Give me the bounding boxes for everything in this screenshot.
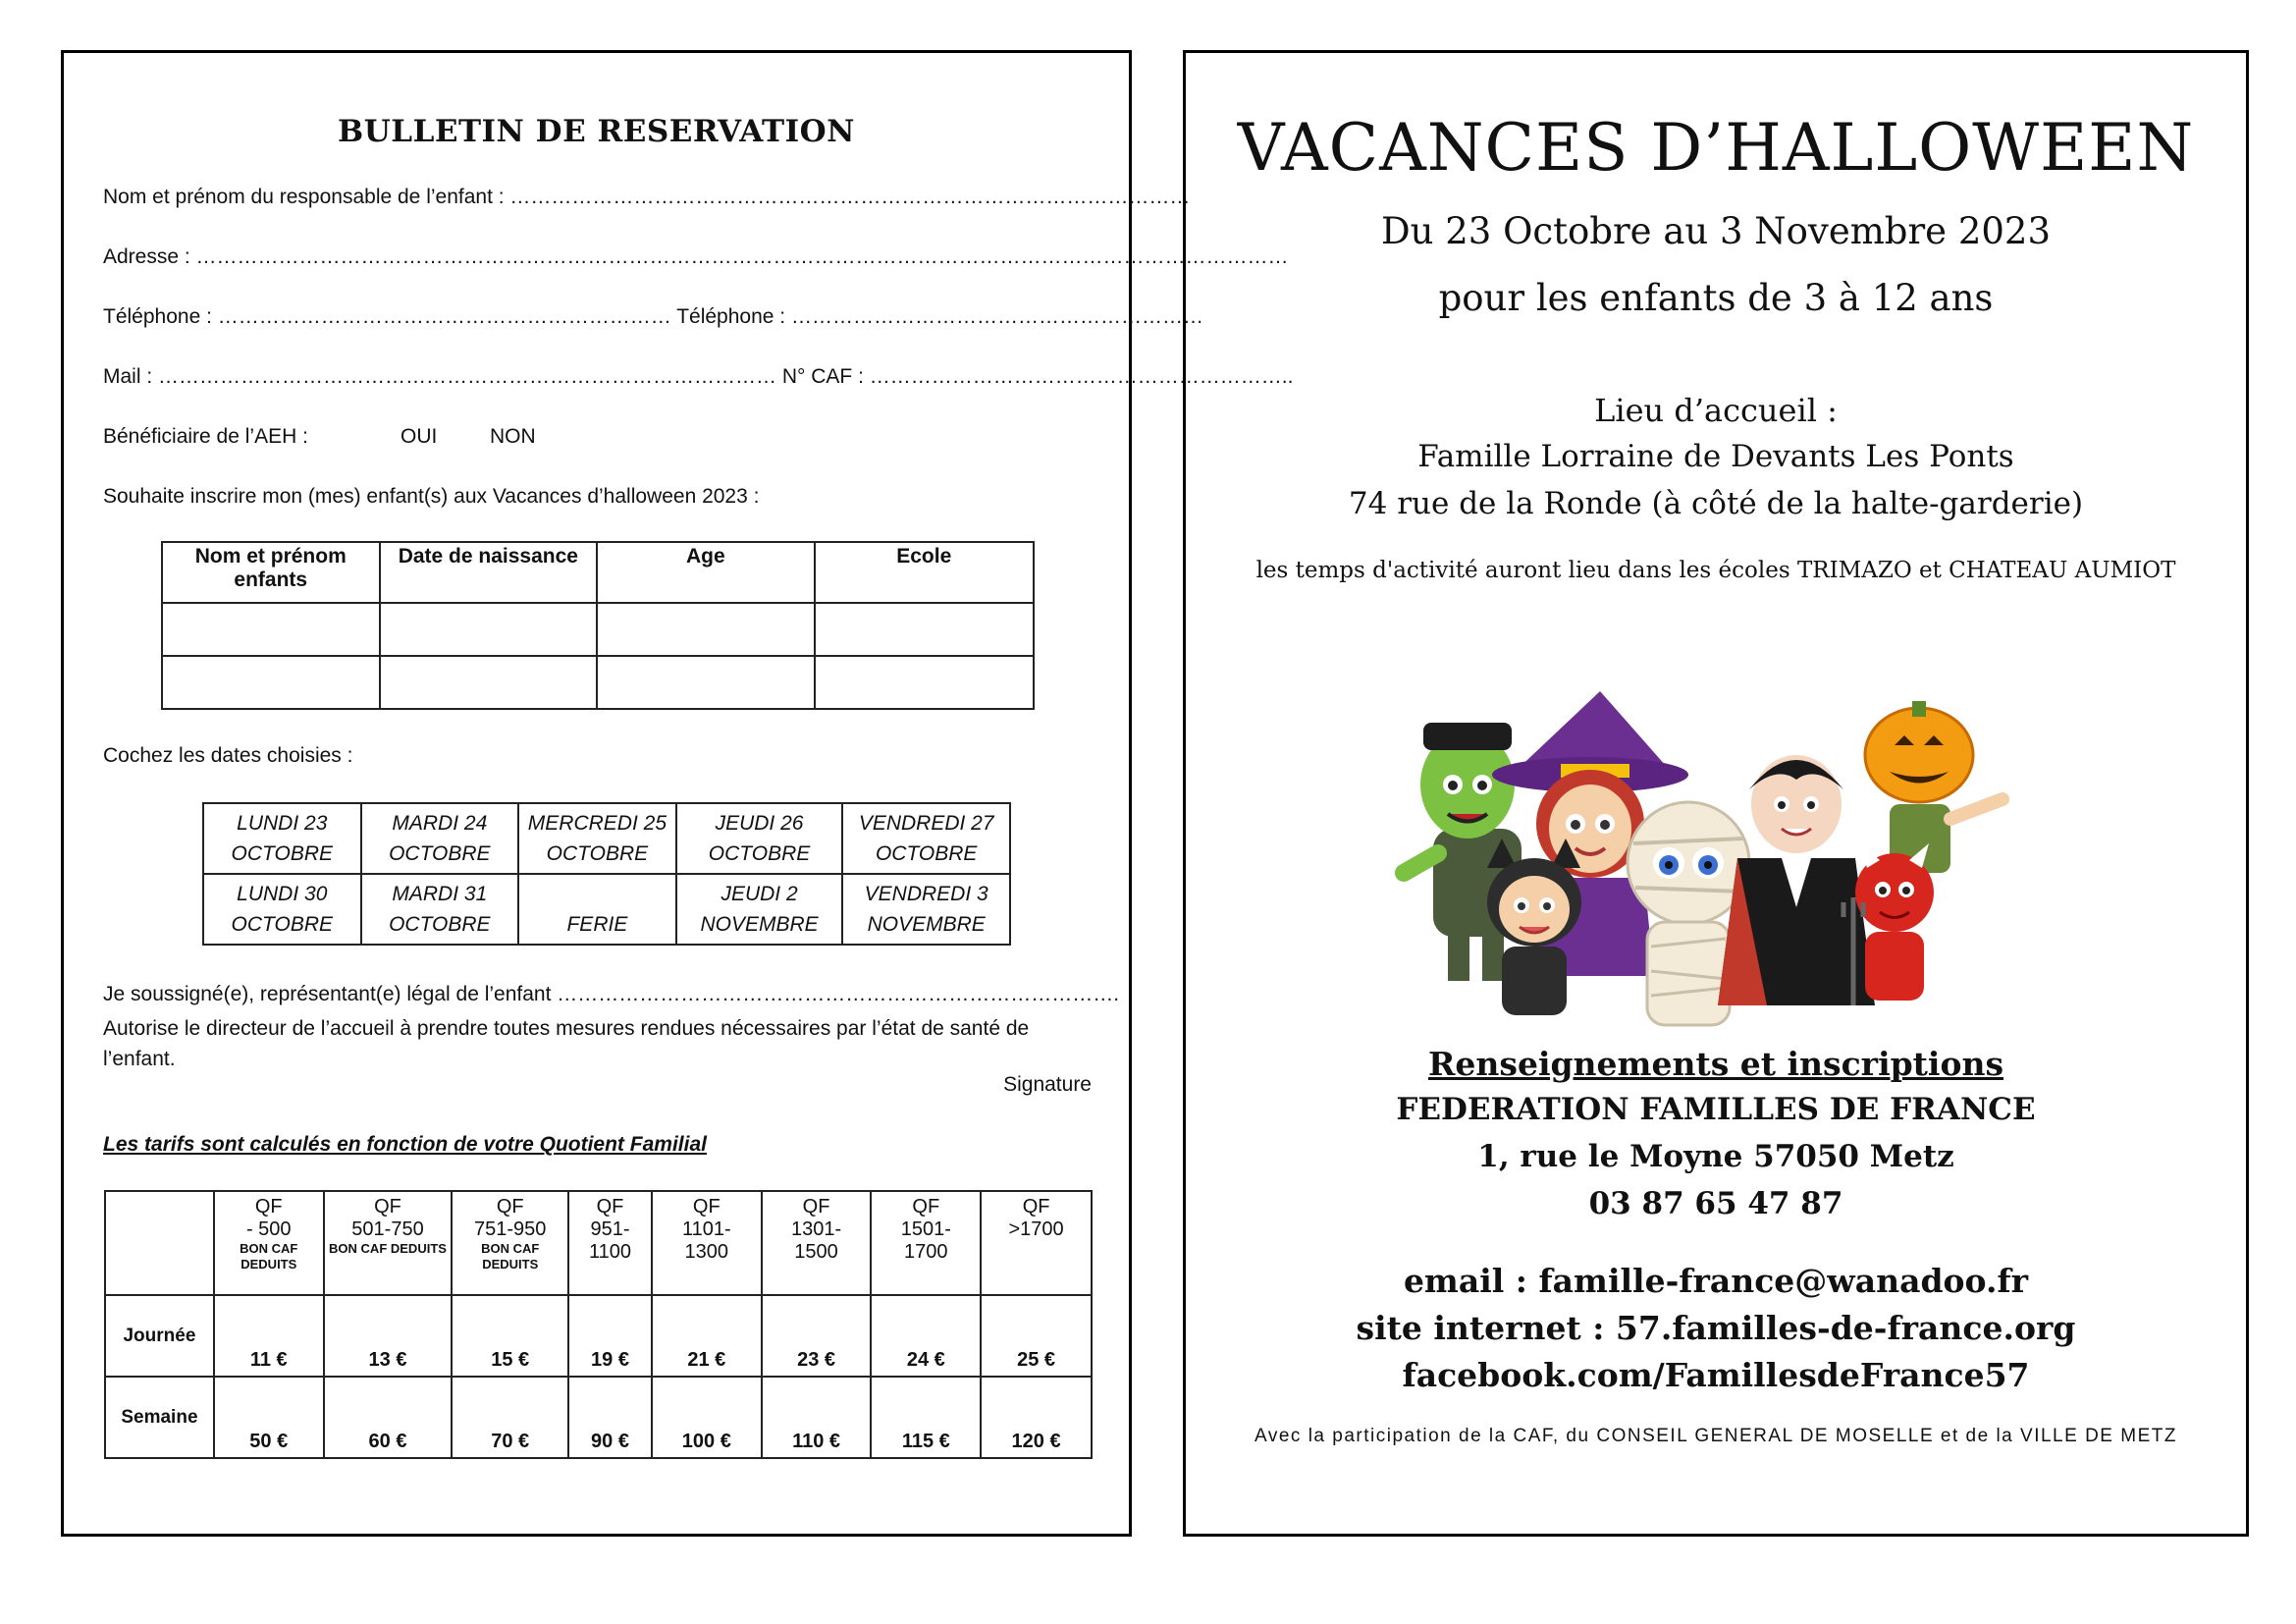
cell-input[interactable] xyxy=(162,656,380,709)
renseignements-heading: Renseignements et inscriptions xyxy=(1427,1045,2004,1083)
mail-field[interactable]: Mail : ……………………………………………………………………………… N° CAF : …………………………………………………….. xyxy=(103,365,1294,388)
price-cell: 110 € xyxy=(762,1377,872,1458)
souhaite-text: Souhaite inscrire mon (mes) enfant(s) aux Vacances d’halloween 2023 : xyxy=(103,485,760,508)
cochez-text: Cochez les dates choisies : xyxy=(103,744,353,767)
date-cell[interactable]: VENDREDI 27 OCTOBRE xyxy=(842,803,1010,874)
flyer-dates: Du 23 Octobre au 3 Novembre 2023 xyxy=(1380,210,2051,252)
empty-header-cell xyxy=(105,1191,214,1295)
qf-header: QF 1501- 1700 xyxy=(871,1191,981,1295)
price-cell: 24 € xyxy=(871,1295,981,1377)
cell-input[interactable] xyxy=(815,603,1034,656)
price-cell: 50 € xyxy=(214,1377,324,1458)
cell-input[interactable] xyxy=(380,603,598,656)
halloween-kids-illustration xyxy=(1394,681,2042,1045)
qf-header: QF 951- 1100 xyxy=(568,1191,652,1295)
email-link[interactable]: email : famille-france@wanadoo.fr xyxy=(1403,1262,2029,1300)
flyer-panel xyxy=(1183,50,2249,1537)
cell-input[interactable] xyxy=(597,603,814,656)
aeh-non-option[interactable]: NON xyxy=(490,425,536,448)
federation-name: FEDERATION FAMILLES DE FRANCE xyxy=(1396,1092,2036,1127)
price-cell: 13 € xyxy=(324,1295,453,1377)
adresse-field[interactable]: Adresse : …………………………………………………………………………………………………………………………………………… xyxy=(103,245,1289,268)
lieu-address: 74 rue de la Ronde (à côté de la halte-garderie) xyxy=(1348,486,2084,521)
telephone-field[interactable]: Téléphone : ………………………………………………………… Téléphone : …………………………………………………… xyxy=(103,305,1203,328)
semaine-label: Semaine xyxy=(105,1377,214,1458)
date-cell[interactable]: MERCREDI 25 OCTOBRE xyxy=(518,803,676,874)
flyer-title: VACANCES D’HALLOWEEN xyxy=(1237,110,2195,186)
facebook-link[interactable]: facebook.com/FamillesdeFrance57 xyxy=(1402,1356,2030,1394)
table-row xyxy=(105,1377,1092,1458)
table-row xyxy=(162,603,1034,656)
children-table xyxy=(161,541,1035,710)
soussigne-field[interactable]: Je soussigné(e), représentant(e) légal de l’enfant ………………………………………………………………………. xyxy=(103,983,1120,1005)
price-cell: 115 € xyxy=(871,1377,981,1458)
col-ecole: Ecole xyxy=(815,542,1034,603)
form-title: BULLETIN DE RESERVATION xyxy=(338,114,855,149)
price-cell: 120 € xyxy=(981,1377,1092,1458)
date-cell-ferie: FERIE xyxy=(518,874,676,945)
tarifs-note: Les tarifs sont calculés en fonction de votre Quotient Familial xyxy=(103,1133,707,1156)
lieu-label: Lieu d’accueil : xyxy=(1594,392,1838,429)
qf-header: QF 751-950 BON CAF DEDUITS xyxy=(452,1191,568,1295)
date-cell[interactable]: JEUDI 26 OCTOBRE xyxy=(676,803,843,874)
table-row xyxy=(203,874,1010,945)
col-date-naissance: Date de naissance xyxy=(380,542,598,603)
table-row xyxy=(105,1295,1092,1377)
autorise-text: Autorise le directeur de l’accueil à prendre toutes mesures rendues nécessaires par l’état de santé de l’enfant. xyxy=(103,1017,1030,1070)
price-cell: 70 € xyxy=(452,1377,568,1458)
table-row xyxy=(105,1191,1092,1295)
col-age: Age xyxy=(597,542,814,603)
price-cell: 25 € xyxy=(981,1295,1092,1377)
qf-header: QF - 500 BON CAF DEDUITS xyxy=(214,1191,324,1295)
journee-label: Journée xyxy=(105,1295,214,1377)
prices-table xyxy=(104,1190,1093,1459)
cell-input[interactable] xyxy=(597,656,814,709)
price-cell: 90 € xyxy=(568,1377,652,1458)
price-cell: 11 € xyxy=(214,1295,324,1377)
date-cell[interactable]: LUNDI 23 OCTOBRE xyxy=(203,803,361,874)
date-cell[interactable]: LUNDI 30 OCTOBRE xyxy=(203,874,361,945)
cell-input[interactable] xyxy=(162,603,380,656)
flyer-ages: pour les enfants de 3 à 12 ans xyxy=(1438,277,1994,319)
table-row xyxy=(162,656,1034,709)
price-cell: 23 € xyxy=(762,1295,872,1377)
qf-header: QF 1301- 1500 xyxy=(762,1191,872,1295)
aeh-label: Bénéficiaire de l’AEH : xyxy=(103,425,308,448)
price-cell: 100 € xyxy=(652,1377,762,1458)
date-cell[interactable]: MARDI 24 OCTOBRE xyxy=(361,803,519,874)
cat-kid-figure xyxy=(1487,839,1581,1015)
date-cell[interactable]: JEUDI 2 NOVEMBRE xyxy=(676,874,843,945)
federation-phone: 03 87 65 47 87 xyxy=(1588,1186,1843,1221)
federation-address: 1, rue le Moyne 57050 Metz xyxy=(1477,1139,1954,1174)
responsable-field[interactable]: Nom et prénom du responsable de l’enfant : ……………………………………………………………………………………… xyxy=(103,186,1191,208)
participation-text: Avec la participation de la CAF, du CONSEIL GENERAL DE MOSELLE et de la VILLE DE METZ xyxy=(1255,1426,2177,1446)
table-row xyxy=(203,803,1010,874)
dates-table xyxy=(202,802,1011,946)
qf-header: QF 501-750 BON CAF DEDUITS xyxy=(324,1191,453,1295)
date-cell[interactable]: MARDI 31 OCTOBRE xyxy=(361,874,519,945)
price-cell: 60 € xyxy=(324,1377,453,1458)
cell-input[interactable] xyxy=(380,656,598,709)
qf-header: QF >1700 xyxy=(981,1191,1092,1295)
aeh-oui-option[interactable]: OUI xyxy=(400,425,438,448)
date-cell[interactable]: VENDREDI 3 NOVEMBRE xyxy=(842,874,1010,945)
pumpkin-figure xyxy=(1865,701,2002,873)
price-cell: 19 € xyxy=(568,1295,652,1377)
cell-input[interactable] xyxy=(815,656,1034,709)
signature-label: Signature xyxy=(1003,1073,1092,1096)
reservation-form-panel xyxy=(61,50,1294,1537)
lieu-name: Famille Lorraine de Devants Les Ponts xyxy=(1417,439,2014,474)
price-cell: 21 € xyxy=(652,1295,762,1377)
price-cell: 15 € xyxy=(452,1295,568,1377)
activites-text: les temps d'activité auront lieu dans les écoles TRIMAZO et CHATEAU AUMIOT xyxy=(1255,558,2176,583)
qf-header: QF 1101- 1300 xyxy=(652,1191,762,1295)
col-nom: Nom et prénom enfants xyxy=(162,542,380,603)
website-link[interactable]: site internet : 57.familles-de-france.org xyxy=(1356,1309,2076,1347)
